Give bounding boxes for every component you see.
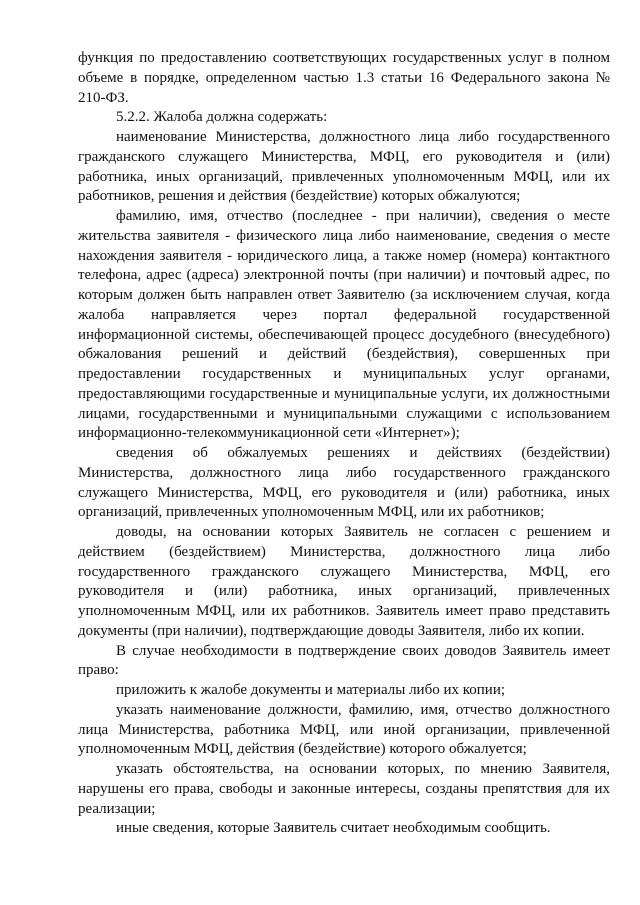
paragraph-section-heading: 5.2.2. Жалоба должна содержать:: [116, 109, 328, 126]
paragraph-other-info: иные сведения, которые Заявитель считает необходимым сообщить.: [116, 820, 551, 837]
paragraph-attach-documents: приложить к жалобе документы и материалы либо их копии;: [116, 682, 506, 698]
paragraph-continuation: функция по предоставлению соответствующих государственных услуг в полном объеме в порядке, определенном частью 1.3 статьи 16 Федерального закона № 210-ФЗ.: [78, 50, 610, 106]
paragraph-applicant-details: фамилию, имя, отчество (последнее - при наличии), сведения о месте жительства заявителя - физического лица либо наименование, сведения о месте нахождения заявителя - юридического лица, а также номер (номера) контактного телефона, адрес (адреса) электронной почты (при наличии) и почтовый адрес, по которым должен быть направлен ответ Заявителю (за исключением случая, когда жалоба направляется через портал федеральной государственной информационной системы, обеспечивающей процесс досудебного (внесудебного) обжалования решений и действий (бездействия), совершенных при предоставлении государственных и муниципальных услуг органами, предоставляющими государственные и муниципальные услуги, их должностными лицами, государственными и муниципальными служащими с использованием информационно-телекоммуникационной сети «Интернет»);: [78, 208, 610, 442]
paragraph-appealed-decisions: сведения об обжалуемых решениях и действиях (бездействии) Министерства, должностного лица либо государственного гражданского служащего Министерства, МФЦ, его руководителя и (или) работника, иных организаций, привлеченных уполномоченным МФЦ, или их работников;: [78, 445, 610, 521]
paragraph-right-intro: В случае необходимости в подтверждение своих доводов Заявитель имеет право:: [78, 642, 610, 679]
paragraph-authority-name: наименование Министерства, должностного лица либо государственного гражданского служащего Министерства, МФЦ, его руководителя и (или) работника, иных организаций, привлеченных уполномоченным МФЦ, или их работников, решения и действия (бездействие) которых обжалуются;: [78, 129, 610, 205]
paragraph-specify-official: указать наименование должности, фамилию, имя, отчество должностного лица Министерства, работника МФЦ, или иной организации, привлеченной уполномоченным МФЦ, действия (бездействие) которого обжалуется;: [78, 701, 610, 758]
document-body: [78, 49, 610, 839]
paragraph-arguments: доводы, на основании которых Заявитель не согласен с решением и действием (бездействием) Министерства, должностного лица либо государственного гражданского служащего Министерства, МФЦ, его руководителя и (или) работника, иных организаций, привлеченных уполномоченным МФЦ, или их работников. Заявитель имеет право представить документы (при наличии), подтверждающие доводы Заявителя, либо их копии.: [78, 524, 610, 639]
paragraph-specify-circumstances: указать обстоятельства, на основании которых, по мнению Заявителя, нарушены его права, свободы и законные интересы, созданы препятствия для их реализации;: [78, 761, 610, 817]
